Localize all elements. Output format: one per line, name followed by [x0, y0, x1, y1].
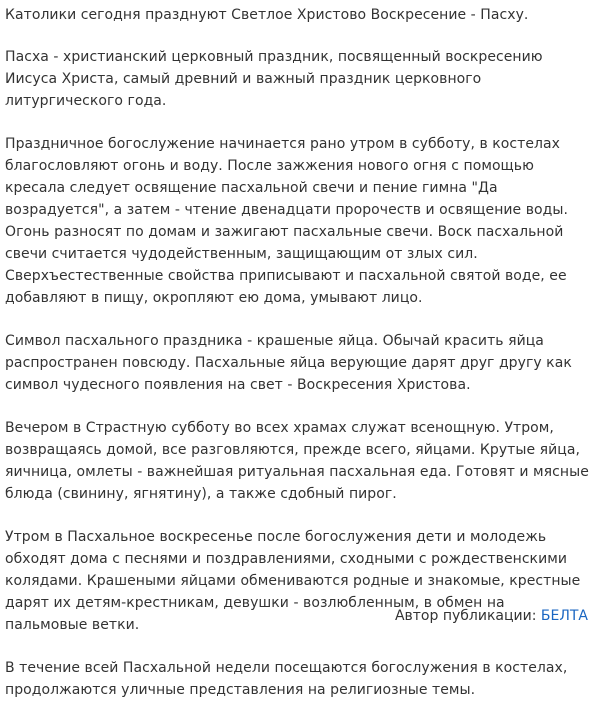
- source-link[interactable]: БЕЛТА: [540, 608, 588, 624]
- article-paragraph-5: Вечером в Страстную субботу во всех храмах служат всенощную. Утром, возвращаясь домой, все разговляются, прежде всего, яйцами. Крутые яйца, яичница, омлеты - важнейшая ритуальная пасхальная еда. Готовят и мясные блюда (свинину, ягнятину), а также сдобный пирог.: [5, 420, 589, 502]
- article-paragraph-2: Пасха - христианский церковный праздник, посвященный воскресению Иисуса Христа, самый древний и важный праздник церковного литургического года.: [5, 49, 543, 109]
- article-paragraph-1: Католики сегодня празднуют Светлое Христово Воскресение - Пасху.: [5, 7, 529, 23]
- article-paragraph-7: В течение всей Пасхальной недели посещаются богослужения в костелах, продолжаются уличные представления на религиозные темы.: [5, 660, 568, 698]
- author-credit-label: Автор публикации:: [394, 608, 537, 624]
- author-credit: [395, 606, 588, 626]
- article-paragraph-4: Символ пасхального праздника - крашеные яйца. Обычай красить яйца распространен повсюду. Пасхальные яйца верующие дарят друг другу как символ чудесного появления на свет - Воскресения Христова.: [5, 333, 572, 393]
- article-paragraph-3: Праздничное богослужение начинается рано утром в субботу, в костелах благословляют огонь и воду. После зажжения нового огня с помощью кресала следует освящение пасхальной свечи и пение гимна "Да возрадуется", а затем - чтение двенадцати пророчеств и освящение воды. Огонь разносят по домам и зажигают пасхальные свечи. Воск пасхальной свечи считается чудодейственным, защищающим от злых сил. Сверхъестественные свойства приписывают и пасхальной святой воде, ее добавляют в пищу, окропляют ею дома, умывают лицо.: [5, 136, 568, 306]
- article-paragraph-6: Утром в Пасхальное воскресенье после богослужения дети и молодежь обходят дома с песнями и поздравлениями, сходными с рождественскими колядами. Крашеными яйцами обмениваются родные и знакомые, крестные дарят их детям-крестникам, девушки - возлюбленным, в обмен на пальмовые ветки.: [5, 529, 581, 633]
